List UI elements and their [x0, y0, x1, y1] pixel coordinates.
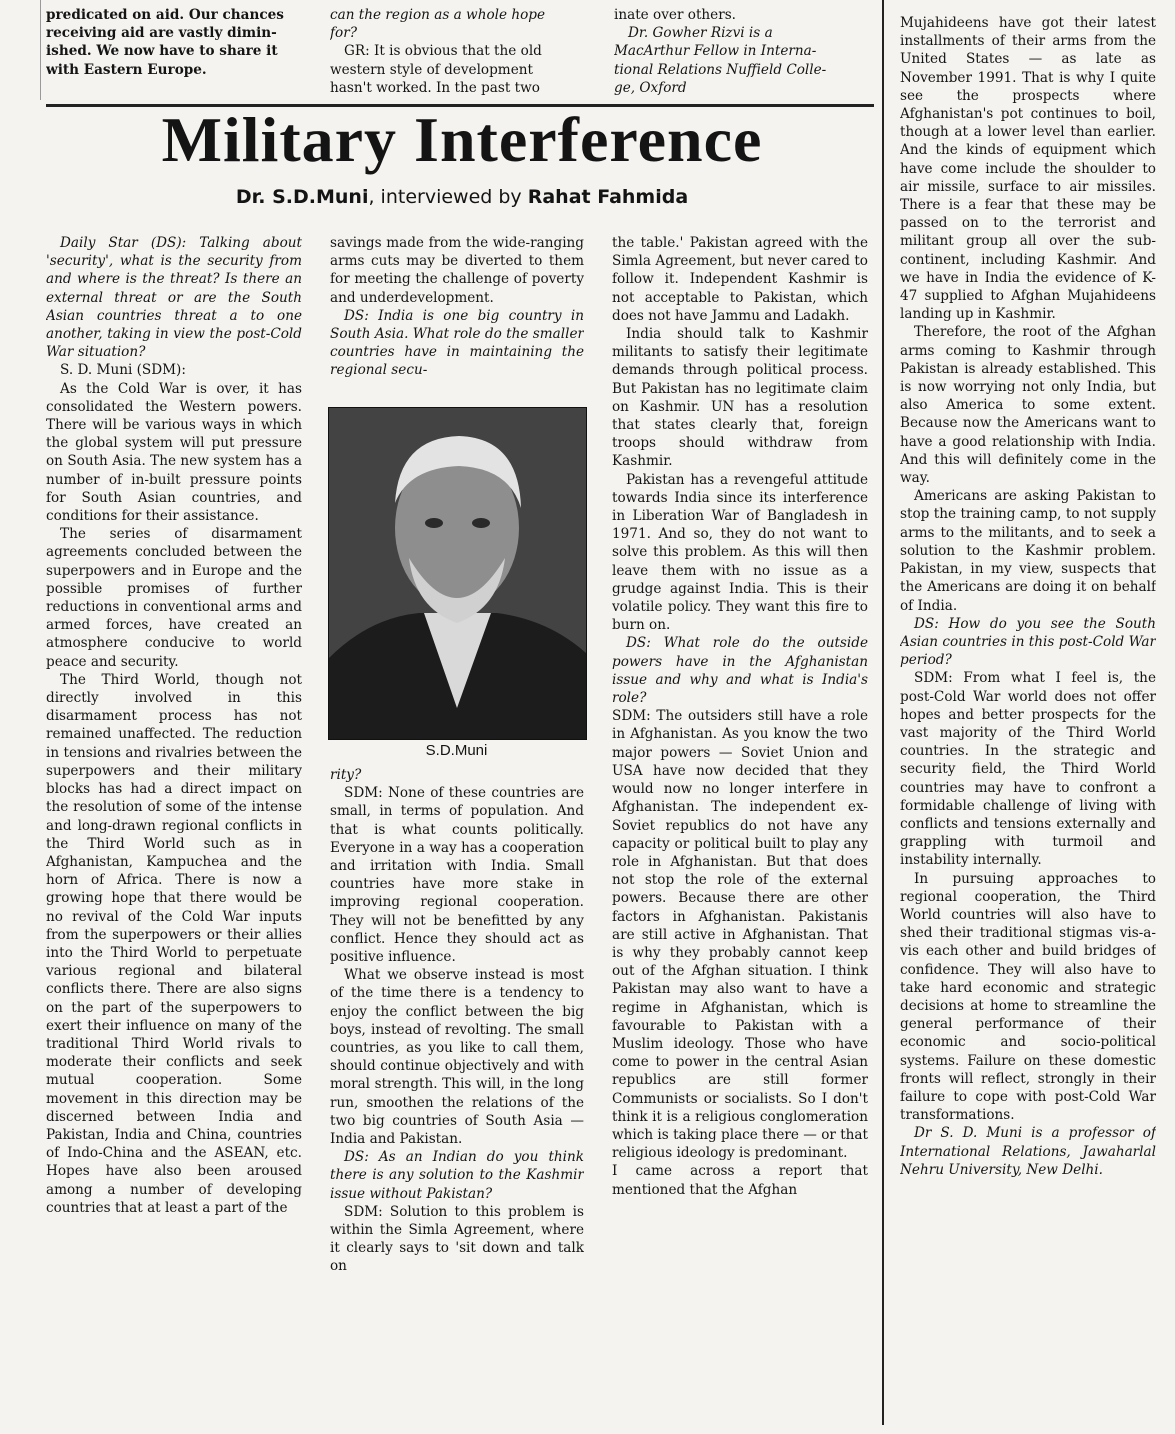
byline-author: Dr. S.D.Muni — [235, 186, 369, 208]
text-line: tional Relations Nuffield Colle- — [614, 61, 827, 78]
speaker-label: S. D. Muni (SDM): — [60, 362, 186, 379]
column-divider-left — [40, 0, 41, 100]
interview-question-end: rity? — [330, 767, 362, 783]
photo-caption: S.D.Muni — [425, 742, 488, 759]
paragraph: Americans are asking Pakistan to stop the training camp, to not supply arms to the militants, and to seek a solution to the Kashmir problem. Pakistan, in my view, suspects that the Americans are doing it on behalf of India. — [900, 488, 1156, 614]
text-line: predicated on aid. Our chances — [46, 7, 284, 23]
article-column-4 — [900, 14, 1156, 1374]
paragraph: India should talk to Kashmir militants to satisfy their legitimate demands through political process. But Pakistan has no legitimate claim on Kashmir. UN has a resolution that states clearly that, foreign troops should withdraw from Kashmir. — [612, 326, 868, 470]
portrait-image — [329, 408, 586, 739]
byline-middle: , interviewed by — [368, 186, 528, 208]
text-line: ge, Oxford — [614, 79, 687, 96]
interview-question: DS: As an Indian do you think there is any solution to the Kashmir issue without Pakistan? — [330, 1149, 584, 1202]
paragraph: The series of disarmament agreements concluded between the superpowers and in Europe and the possible promises of further reductions in conventional arms and armed forces, have created an atmosphere conducive to world peace and security. — [46, 526, 302, 670]
interview-question: Daily Star (DS): Talking about 'security', what is the security from and where is the threat? Is there an external threat or are the South Asian countries threat a to one another, taking in view the post-Cold War situation? — [46, 235, 302, 361]
byline — [48, 184, 876, 210]
text-line: for? — [330, 25, 358, 42]
article-column-2-top — [330, 234, 584, 402]
paragraph: As the Cold War is over, it has consolidated the Western powers. There will be various ways in which the global system will put pressure on South Asia. The new system has a number of in-built pressure points for South Asian countries, and conditions for their assistance. — [46, 380, 302, 525]
text-line: MacArthur Fellow in Interna- — [614, 43, 817, 60]
paragraph: Therefore, the root of the Afghan arms coming to Kashmir through Pakistan is already established. This is now worrying not only India, but also America to some extent. Because now the Americans want to have a good relationship with India. And this will definitely come in the way. — [900, 324, 1156, 487]
text-line: hasn't worked. In the past two — [330, 79, 540, 96]
text-line: inate over others. — [614, 7, 737, 23]
text-line: western style of development — [330, 61, 533, 78]
interview-question: DS: India is one big country in South Asia. What role do the smaller countries have in maintaining the regional secu- — [330, 307, 584, 379]
column-divider-right — [882, 0, 884, 1425]
answer: SDM: None of these countries are small, in terms of population. And that is what counts politically. Everyone in a way has a cooperation and irritation with India. Small countries have more stake in improving regional cooperation. They will not be benefitted by any conflict. Hence they should act as positive influence. — [330, 785, 584, 966]
text-line: ished. We now have to share it — [46, 43, 278, 60]
answer: SDM: Solution to this problem is within the Simla Agreement, where it clearly says to 'sit down and talk on — [330, 1203, 584, 1275]
answer: SDM: From what I feel is, the post-Cold War world does not offer hopes and better prospects for the vast majority of the Third World countries. In the strategic and security field, the Third World countries may have to confront a formidable challenge of living with conflicts and tensions externally and grappling with turmoil and instability internally. — [900, 670, 1156, 869]
interview-question: DS: How do you see the South Asian countries in this post-Cold War period? — [900, 615, 1156, 669]
interview-question: DS: What role do the outside powers have in the Afghanistan issue and why and what is India's role? — [612, 635, 868, 707]
author-bio: Dr S. D. Muni is a professor of International Relations, Jawaharlal Nehru University, New Delhi. — [900, 1125, 1156, 1178]
article-column-2-bottom — [330, 766, 584, 1366]
text-line: receiving aid are vastly dimin- — [46, 25, 277, 42]
prev-article-col3 — [614, 6, 870, 97]
paragraph: Mujahideens have got their latest installments of their arms from the United States — as late as November 1991. That is why I quite see the prospects where Afghanistan's pot continues to boil, though at a lower level than earlier. And the kinds of equipment which have come include the shoulder to air missile, surface to air missiles. There is a fear that these may be passed on to the terrorist and militant group all over the sub-continent, including Kashmir. And we have in India the evidence of K-47 supplied to Afghan Mujahideens landing up in Kashmir. — [900, 15, 1156, 323]
text-line: GR: It is obvious that the old — [344, 43, 542, 60]
paragraph: Pakistan has a revengeful attitude towards India since its interference in Liberation War of Bangladesh in 1971. And so, they do not want to solve this problem. As this will then leave them with no issue as a grudge against India. This is their volatile policy. They want this fire to burn on. — [612, 471, 868, 634]
byline-interviewer: Rahat Fahmida — [527, 186, 689, 208]
text-line: Dr. Gowher Rizvi is a — [628, 25, 773, 42]
text-line: can the region as a whole hope — [330, 7, 546, 23]
portrait-photo — [328, 407, 587, 740]
paragraph: savings made from the wide-ranging arms cuts may be diverted to them for meeting the challenge of poverty and underdevelopment. — [330, 235, 584, 306]
article-column-1 — [46, 234, 302, 1364]
paragraph: I came across a report that mentioned that the Afghan — [612, 1163, 868, 1198]
paragraph: the table.' Pakistan agreed with the Simla Agreement, but never cared to follow it. Independent Kashmir is not acceptable to Pakistan, which does not have Jammu and Ladakh. — [612, 235, 868, 324]
article-column-3 — [612, 234, 868, 1366]
text-line: with Eastern Europe. — [46, 61, 207, 78]
headline: Military Interference — [161, 104, 763, 175]
paragraph: In pursuing approaches to regional cooperation, the Third World countries will also have to shed their traditional stigmas vis-a-vis each other and build bridges of confidence. They will also have to take hard economic and strategic decisions at home to streamline the general performance of their economic and socio-political systems. Failure on these domestic fronts will reflect, strongly in their failure to cope with post-Cold War transformations. — [900, 870, 1156, 1124]
prev-article-col1 — [46, 6, 302, 79]
paragraph: What we observe instead is most of the time there is a tendency to enjoy the conflict between the big boys, instead of revolting. The small countries, as you like to call them, should continue objectively and with moral strength. This will, in the long run, smoothen the relations of the two big countries of South Asia — India and Pakistan. — [330, 967, 584, 1148]
answer: SDM: The outsiders still have a role in Afghanistan. As you know the two major powers — Soviet Union and USA have now decided that they would now no longer interfere in Afghanistan. The independent ex-Soviet republics do not have any capacity or political built to play any role in Afghanistan. But that does not stop the role of the external powers. Because there are other factors in Afghanistan. Pakistanis are still active in Afghanistan. That is why they probably cannot keep out of the Afghan situation. I think Pakistan may also want to have a regime in Afghanistan, which is favourable to Pakistan with a Muslim ideology. Those who have come to power in the central Asian republics are still former Communists or socialists. So I don't think it is a religious conglomeration which is taking place there — or that religious ideology is predominant. — [612, 708, 868, 1162]
paragraph: The Third World, though not directly involved in this disarmament process has not remained unaffected. The reduction in tensions and rivalries between the superpowers and their military blocks has had a direct impact on the resolution of some of the intense and long-drawn regional conflicts in the Third World such as in Afghanistan, Kampuchea and the horn of Africa. There is now a growing hope that there would be no revival of the Cold War inputs from the superpowers or their allies into the Third World to perpetuate various regional and bilateral conflicts there. There are also signs on the part of the superpowers to exert their influence on many of the traditional Third World rivals to moderate their conflicts and seek mutual cooperation. Some movement in this direction may be discerned between India and Pakistan, India and China, countries of Indo-China and the ASEAN, etc. Hopes have also been aroused among a number of developing countries that at least a part of the — [46, 671, 302, 1216]
prev-article-col2 — [330, 6, 584, 97]
